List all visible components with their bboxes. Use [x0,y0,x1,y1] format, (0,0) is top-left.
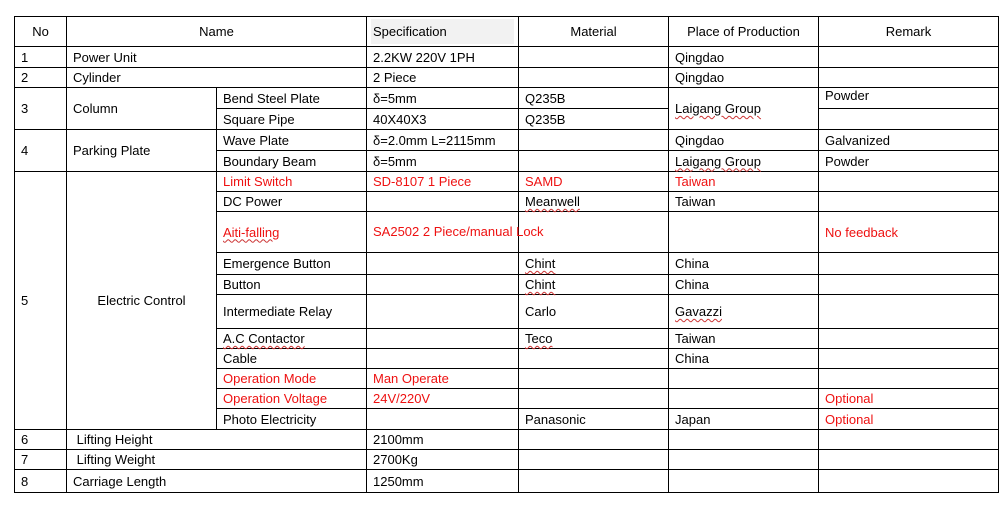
row-remark: Galvanized [819,130,999,151]
row-spec: δ=5mm [367,151,519,172]
row-remark [819,192,999,212]
row-spec: 24V/220V [367,389,519,409]
row-material [519,430,669,450]
row-remark: No feedback [819,212,999,253]
row-material: Carlo [519,295,669,329]
row-material: Chint [519,253,669,275]
table-row [15,47,999,68]
row-place: China [669,253,819,275]
row-spec [367,349,519,369]
row-place: Taiwan [669,192,819,212]
row-name: Lifting Height [67,430,367,450]
row-no: 6 [15,430,67,450]
row-remark [819,172,999,192]
row-remark [819,470,999,493]
row-place [669,212,819,253]
table-row [15,88,999,109]
sub-item-name: Operation Mode [217,369,367,389]
sub-item-name: Aiti-falling [217,212,367,253]
row-no: 2 [15,68,67,88]
table-row [15,172,999,192]
row-remark [819,253,999,275]
specification-table [14,16,999,493]
row-place [669,430,819,450]
header-no: No [15,17,67,47]
row-spec [367,192,519,212]
sub-item-name: Cable [217,349,367,369]
row-place: Laigang Group [669,88,819,130]
row-name: Electric Control [67,172,217,430]
sub-item-name: Wave Plate [217,130,367,151]
row-remark: Powder [819,88,999,109]
row-material [519,349,669,369]
row-material [519,47,669,68]
row-name: Parking Plate [67,130,217,172]
row-material [519,369,669,389]
row-spec [367,275,519,295]
row-material: SAMD [519,172,669,192]
row-name: Cylinder [67,68,367,88]
row-remark [819,450,999,470]
row-remark [819,275,999,295]
sub-item-name: Bend Steel Plate [217,88,367,109]
header-name: Name [67,17,367,47]
row-place [669,450,819,470]
row-place: China [669,349,819,369]
row-place: Japan [669,409,819,430]
table-header-row [15,17,999,47]
sub-item-name: A.C Contactor [217,329,367,349]
sub-item-name: Limit Switch [217,172,367,192]
table-row [15,470,999,493]
row-spec: 1250mm [367,470,519,493]
table-row [15,450,999,470]
row-place: Taiwan [669,172,819,192]
row-no: 5 [15,172,67,430]
row-material: Chint [519,275,669,295]
sub-item-name: DC Power [217,192,367,212]
row-material: Q235B [519,88,669,109]
row-spec [367,409,519,430]
row-place: Qingdao [669,47,819,68]
row-spec: SA2502 2 Piece/manual Lock [367,212,519,253]
row-name: Column [67,88,217,130]
row-material [519,151,669,172]
row-material: Panasonic [519,409,669,430]
row-spec: 40X40X3 [367,109,519,130]
table-row [15,430,999,450]
row-remark: Optional [819,389,999,409]
row-name: Carriage Length [67,470,367,493]
row-spec [367,295,519,329]
row-material [519,470,669,493]
sub-item-name: Boundary Beam [217,151,367,172]
row-no: 4 [15,130,67,172]
row-remark [819,329,999,349]
header-specification: Specification [367,17,519,47]
table-row [15,68,999,88]
row-spec: 2.2KW 220V 1PH [367,47,519,68]
sub-item-name: Square Pipe [217,109,367,130]
row-place [669,389,819,409]
header-place: Place of Production [669,17,819,47]
row-remark: Powder [819,151,999,172]
row-place: Qingdao [669,68,819,88]
row-remark [819,47,999,68]
row-remark [819,109,999,130]
row-spec: 2700Kg [367,450,519,470]
row-spec [367,253,519,275]
row-no: 7 [15,450,67,470]
sub-item-name: Intermediate Relay [217,295,367,329]
row-place: Qingdao [669,130,819,151]
row-remark [819,295,999,329]
row-material [519,389,669,409]
row-material [519,130,669,151]
row-remark [819,369,999,389]
row-material: Meanwell [519,192,669,212]
row-spec: 2 Piece [367,68,519,88]
row-no: 1 [15,47,67,68]
header-remark: Remark [819,17,999,47]
sub-item-name: Operation Voltage [217,389,367,409]
row-place [669,369,819,389]
row-place: Laigang Group [669,151,819,172]
row-spec: SD-8107 1 Piece [367,172,519,192]
row-name: Lifting Weight [67,450,367,470]
row-material: Q235B [519,109,669,130]
row-place: Taiwan [669,329,819,349]
row-material [519,450,669,470]
row-spec: Man Operate [367,369,519,389]
table-row [15,130,999,151]
row-remark: Optional [819,409,999,430]
sub-item-name: Emergence Button [217,253,367,275]
row-material [519,68,669,88]
row-remark [819,430,999,450]
header-material: Material [519,17,669,47]
row-no: 3 [15,88,67,130]
sub-item-name: Photo Electricity [217,409,367,430]
row-spec: 2100mm [367,430,519,450]
row-remark [819,349,999,369]
row-material: Teco [519,329,669,349]
row-place: Gavazzi [669,295,819,329]
row-spec: δ=5mm [367,88,519,109]
sub-item-name: Button [217,275,367,295]
row-remark [819,68,999,88]
row-spec: δ=2.0mm L=2115mm [367,130,519,151]
row-name: Power Unit [67,47,367,68]
row-spec [367,329,519,349]
row-place: China [669,275,819,295]
row-no: 8 [15,470,67,493]
row-place [669,470,819,493]
